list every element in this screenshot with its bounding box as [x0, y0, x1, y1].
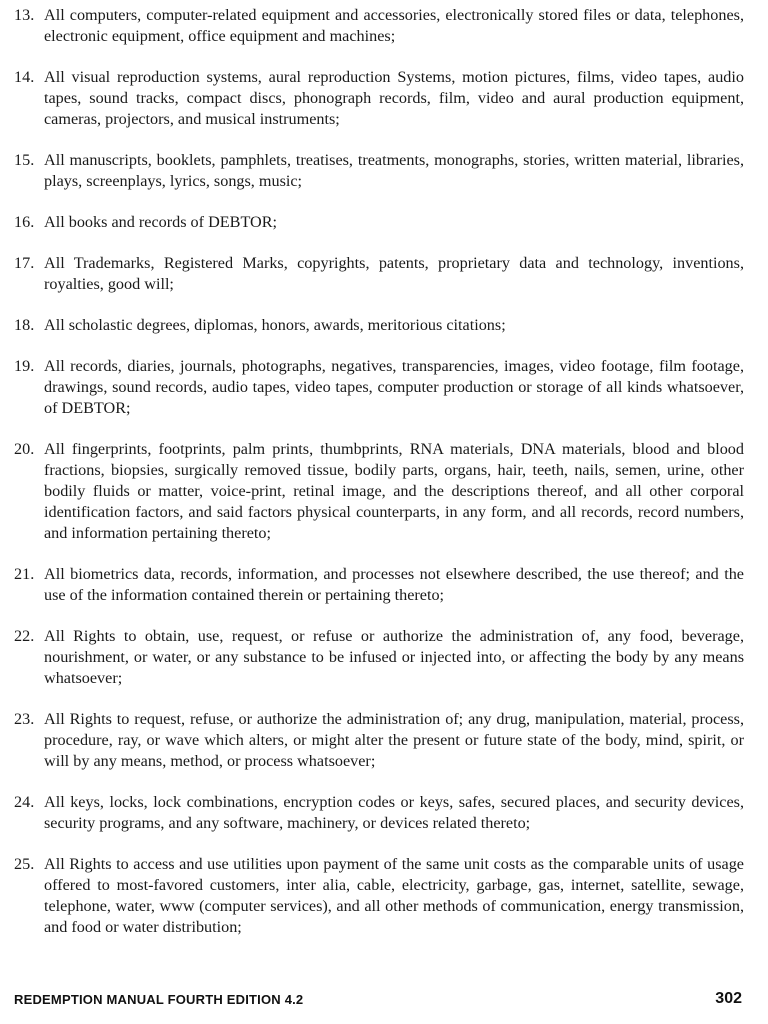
list-item [14, 854, 744, 938]
item-text: All biometrics data, records, information, and processes not elsewhere described, the use thereof; and the use of the information contained therein or pertaining thereto; [44, 565, 744, 604]
list-item [14, 150, 744, 192]
item-number: 24. [14, 793, 35, 811]
item-number: 22. [14, 627, 35, 645]
item-text: All scholastic degrees, diplomas, honors, awards, meritorious citations; [44, 316, 506, 334]
item-text: All keys, locks, lock combinations, encryption codes or keys, safes, secured places, and security devices, security programs, and any software, machinery, or devices related thereto; [44, 793, 744, 832]
list-item [14, 315, 744, 336]
footer-title: REDEMPTION MANUAL FOURTH EDITION 4.2 [14, 992, 304, 1007]
list-item [14, 5, 744, 47]
item-text: All manuscripts, booklets, pamphlets, treatises, treatments, monographs, stories, written material, libraries, plays, screenplays, lyrics, songs, music; [44, 151, 744, 190]
item-number: 16. [14, 213, 35, 231]
item-number: 17. [14, 254, 35, 272]
list-item [14, 564, 744, 606]
item-text: All Rights to access and use utilities upon payment of the same unit costs as the comparable units of usage offered to most-favored customers, inter alia, cable, electricity, garbage, gas, internet, satellite, sewage, telephone, water, www (computer services), and all other methods of communication, energy transmission, and food or water distribution; [44, 855, 744, 936]
numbered-list [14, 5, 744, 958]
item-text: All fingerprints, footprints, palm prints, thumbprints, RNA materials, DNA materials, blood and blood fractions, biopsies, surgically removed tissue, bodily parts, organs, hair, teeth, nails, semen, urine, other bodily fluids or matter, voice-print, retinal image, and the descriptions thereof, and all other corporal identification factors, and said factors physical counterparts, in any form, and all records, record numbers, and information pertaining thereto; [44, 440, 744, 542]
item-number: 21. [14, 565, 35, 583]
page-number: 302 [715, 990, 742, 1007]
item-text: All records, diaries, journals, photographs, negatives, transparencies, images, video footage, film footage, drawings, sound records, audio tapes, video tapes, computer production or storage of all kinds whatsoever, of DEBTOR; [44, 357, 744, 417]
item-number: 15. [14, 151, 35, 169]
item-number: 14. [14, 68, 35, 86]
list-item [14, 253, 744, 295]
item-number: 20. [14, 440, 35, 458]
list-item [14, 792, 744, 834]
item-text: All books and records of DEBTOR; [44, 213, 278, 231]
list-item [14, 626, 744, 689]
item-text: All Rights to request, refuse, or authorize the administration of; any drug, manipulation, material, process, procedure, ray, or wave which alters, or might alter the present or future state of the body, mind, spirit, or will by any means, method, or process whatsoever; [44, 710, 744, 770]
list-item [14, 67, 744, 130]
item-text: All Rights to obtain, use, request, or refuse or authorize the administration of, any food, beverage, nourishment, or water, or any substance to be infused or injected into, or affecting the body by any means whatsoever; [44, 627, 744, 687]
item-number: 23. [14, 710, 35, 728]
page-footer [14, 990, 742, 1010]
item-text: All visual reproduction systems, aural reproduction Systems, motion pictures, films, video tapes, audio tapes, sound tracks, compact discs, phonograph records, film, video and aural production equipment, cameras, projectors, and musical instruments; [44, 68, 744, 128]
list-item [14, 356, 744, 419]
item-text: All computers, computer-related equipment and accessories, electronically stored files or data, telephones, electronic equipment, office equipment and machines; [44, 6, 744, 45]
item-number: 19. [14, 357, 35, 375]
list-item [14, 212, 744, 233]
item-text: All Trademarks, Registered Marks, copyrights, patents, proprietary data and technology, inventions, royalties, good will; [44, 254, 744, 293]
list-item [14, 439, 744, 544]
item-number: 13. [14, 6, 35, 24]
item-number: 25. [14, 855, 35, 873]
list-item [14, 709, 744, 772]
item-number: 18. [14, 316, 35, 334]
